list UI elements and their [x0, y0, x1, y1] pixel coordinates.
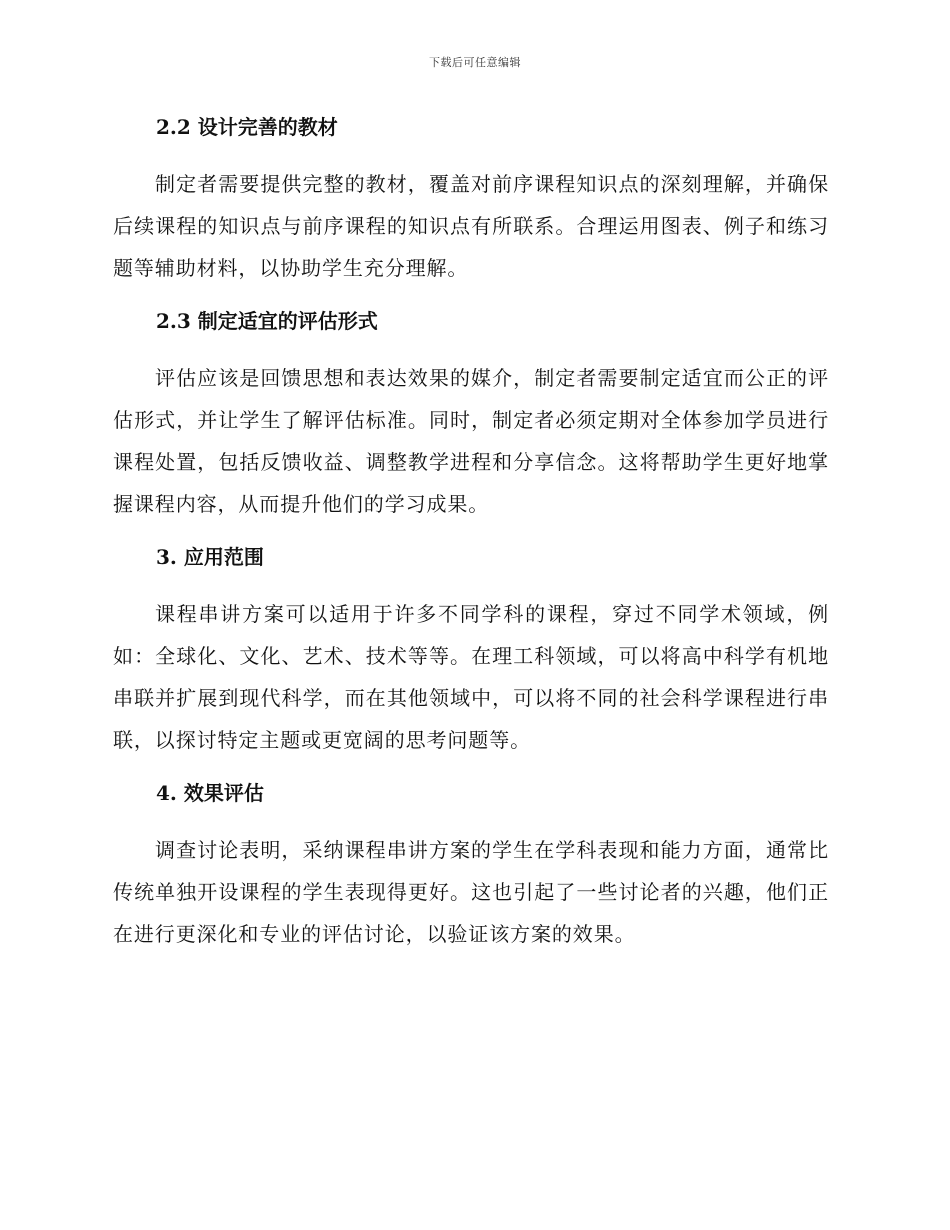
section-paragraph-3: 课程串讲方案可以适用于许多不同学科的课程，穿过不同学术领域，例如：全球化、文化、艺术、技术等等。在理工科领域，可以将高中科学有机地串联并扩展到现代科学，而在其他领域中，可以将不同的社会科学课程进行串联，以探讨特定主题或更宽阔的思考问题等。	[113, 602, 829, 752]
section-heading-3: 3. 应用范围	[156, 545, 264, 569]
section-heading-2-3: 2.3 制定适宜的评估形式	[156, 309, 378, 333]
section-paragraph-4: 调查讨论表明，采纳课程串讲方案的学生在学科表现和能力方面，通常比传统单独开设课程的学生表现得更好。这也引起了一些讨论者的兴趣，他们正在进行更深化和专业的评估讨论，以验证该方案的效果。	[113, 838, 829, 946]
section-paragraph-2-3: 评估应该是回馈思想和表达效果的媒介，制定者需要制定适宜而公正的评估形式，并让学生了解评估标准。同时，制定者必须定期对全体参加学员进行课程处置，包括反馈收益、调整教学进程和分享信念。这将帮助学生更好地掌握课程内容，从而提升他们的学习成果。	[113, 366, 829, 516]
section-heading-4: 4. 效果评估	[156, 781, 264, 805]
section-heading-2-2: 2.2 设计完善的教材	[156, 115, 338, 139]
page-header: 下载后可任意编辑	[429, 56, 521, 69]
section-paragraph-2-2: 制定者需要提供完整的教材，覆盖对前序课程知识点的深刻理解，并确保后续课程的知识点与前序课程的知识点有所联系。合理运用图表、例子和练习题等辅助材料，以协助学生充分理解。	[113, 172, 829, 280]
document-body	[113, 108, 829, 955]
